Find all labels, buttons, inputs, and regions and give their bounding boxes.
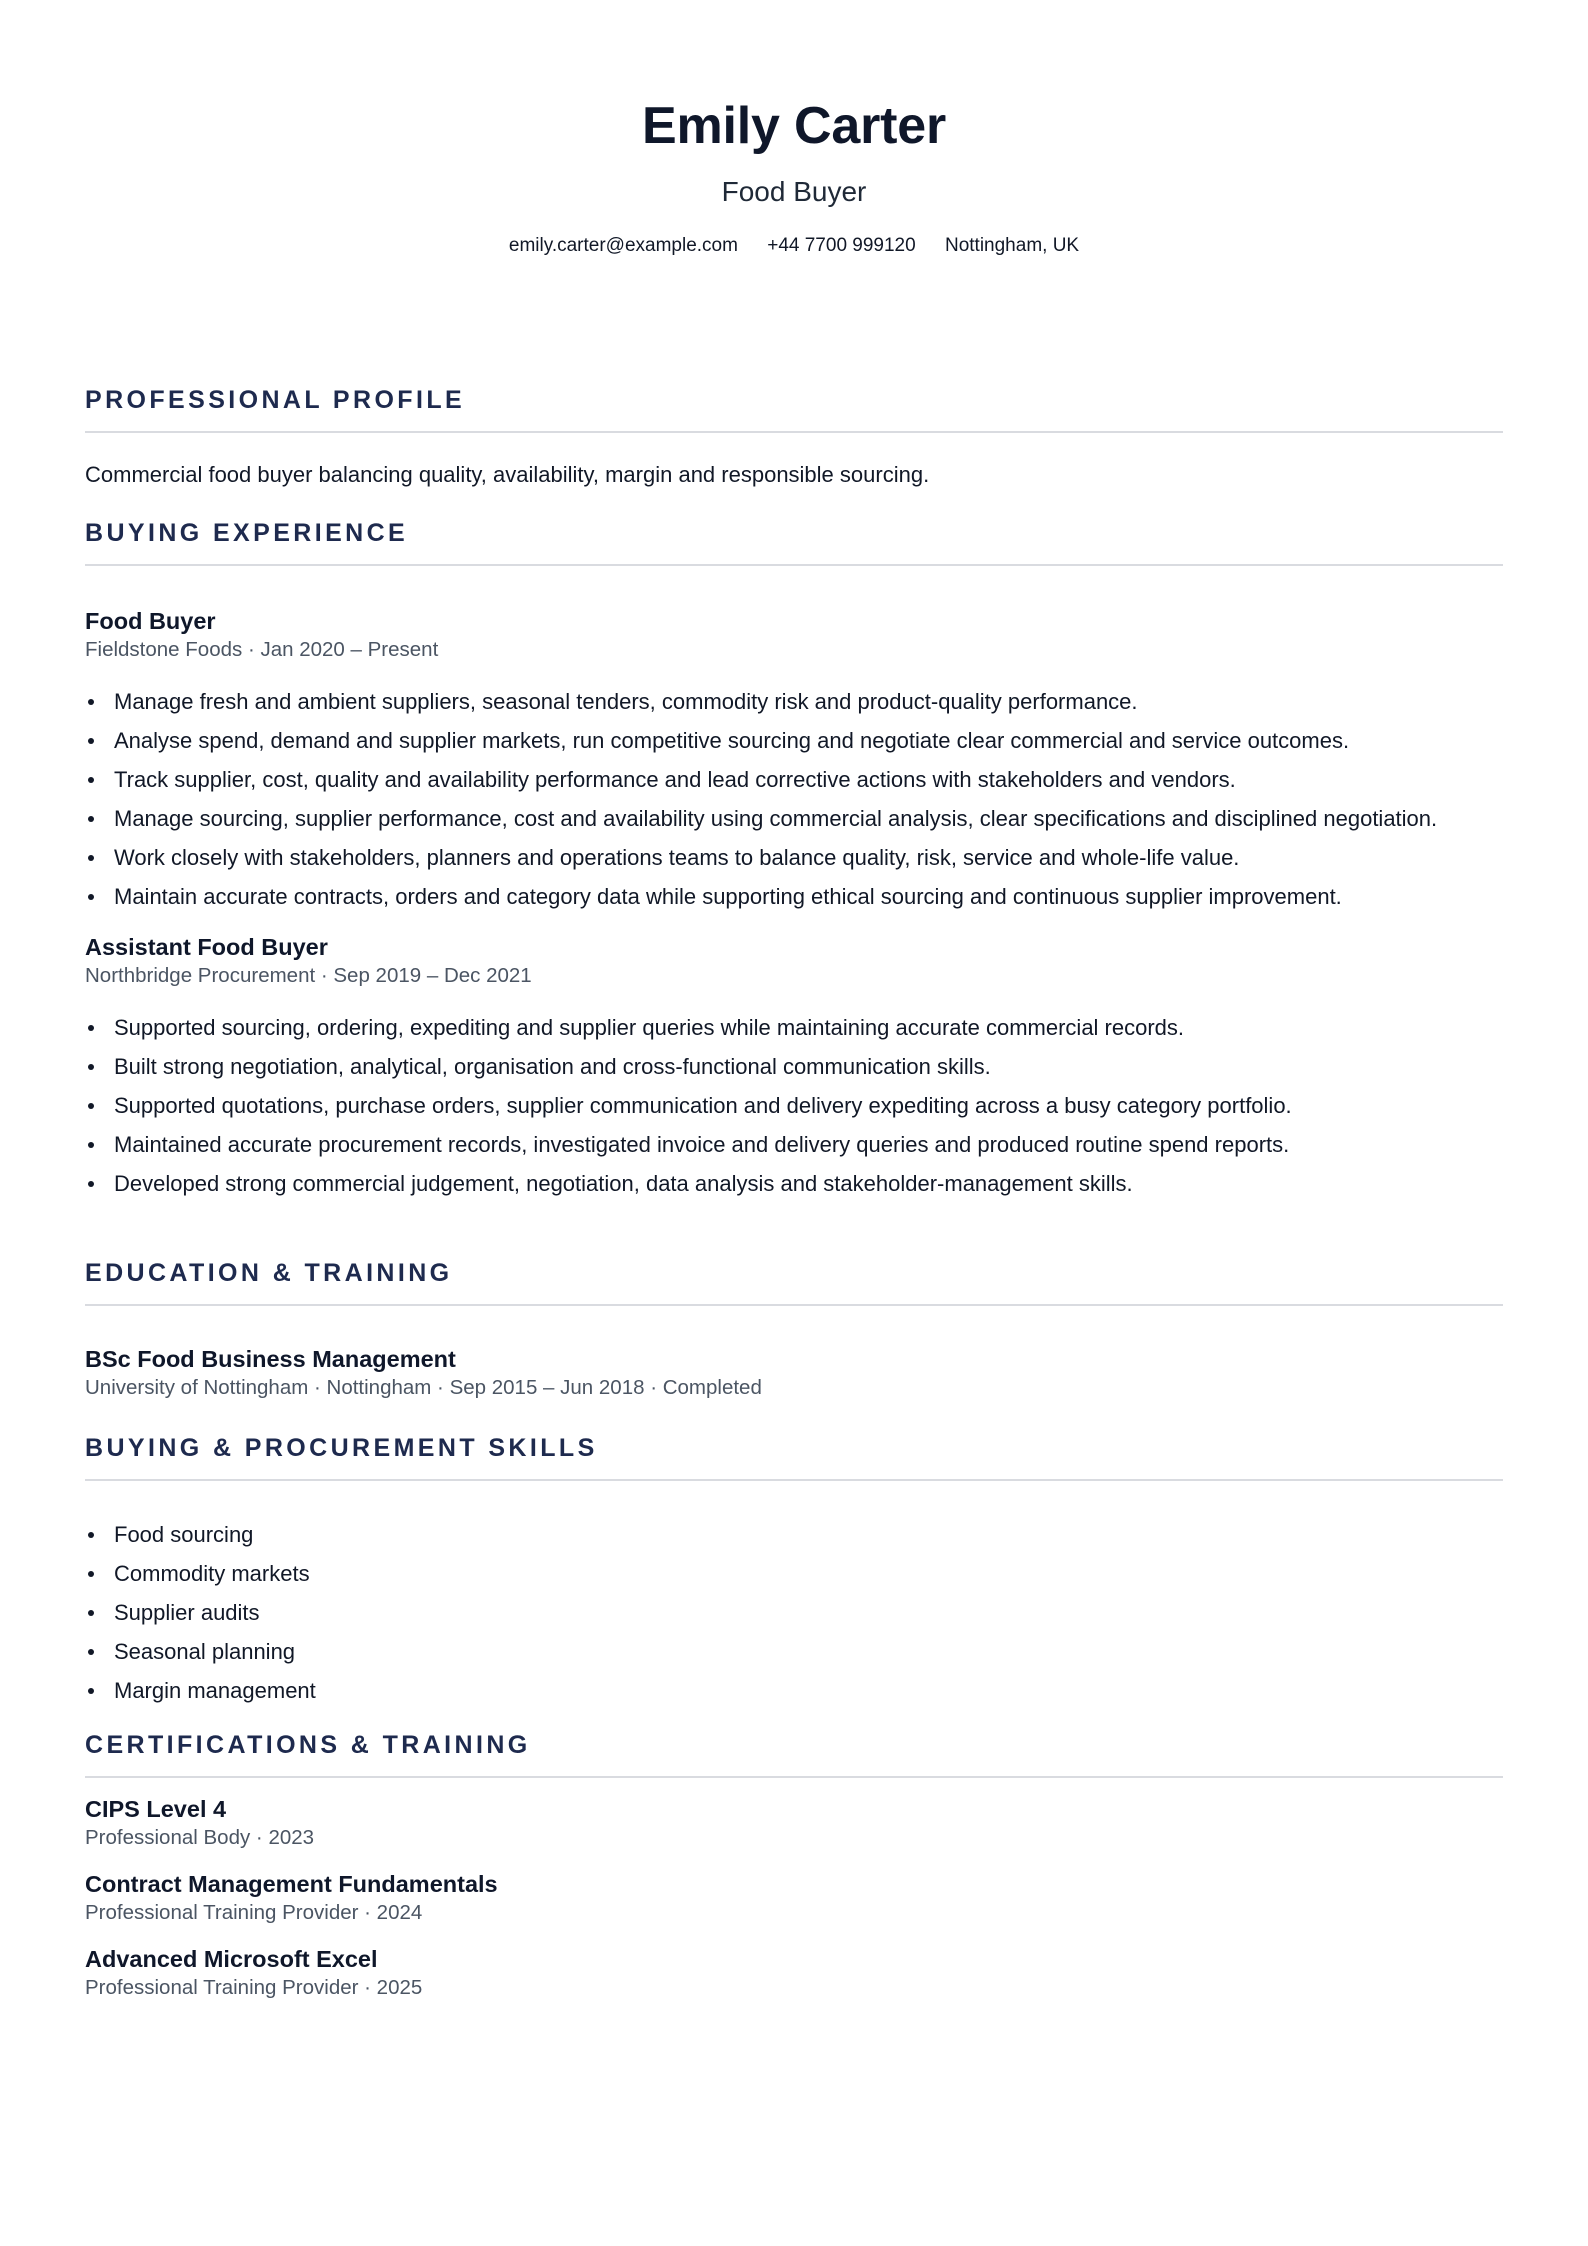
job-bullet: Analyse spend, demand and supplier markets, run competitive sourcing and negotiate clear commercial and service outcomes.: [114, 725, 1503, 756]
cert-meta: Professional Body · 2023: [85, 1826, 315, 1849]
section-title-experience: BUYING EXPERIENCE: [85, 516, 1503, 566]
skills-list: [85, 1519, 1503, 1706]
job-entry: [85, 606, 1503, 912]
cert-title: Contract Management Fundamentals: [85, 1871, 498, 1897]
contact-line: [85, 234, 1503, 258]
contact-email[interactable]: emily.carter@example.com: [508, 235, 738, 256]
education-entry: [85, 1344, 1503, 1402]
job-bullet: Supported sourcing, ordering, expediting and supplier queries while maintaining accurate commercial records.: [114, 1012, 1503, 1043]
job-bullets: [85, 686, 1503, 912]
education-title: BSc Food Business Management: [85, 1346, 456, 1372]
job-bullet: Built strong negotiation, analytical, organisation and cross-functional communication skills.: [114, 1051, 1503, 1082]
education-meta: University of Nottingham · Nottingham · Sep 2015 – Jun 2018 · Completed: [85, 1376, 762, 1399]
job-bullet: Maintain accurate contracts, orders and category data while supporting ethical sourcing and continuous supplier improvement.: [114, 881, 1503, 912]
candidate-name: Emily Carter: [642, 97, 946, 155]
job-bullets: [85, 1012, 1503, 1199]
section-title-skills: BUYING & PROCUREMENT SKILLS: [85, 1431, 1503, 1481]
cert-title: Advanced Microsoft Excel: [85, 1946, 378, 1972]
section-title-certifications: CERTIFICATIONS & TRAINING: [85, 1728, 1503, 1778]
job-bullet: Supported quotations, purchase orders, supplier communication and delivery expediting across a busy category portfolio.: [114, 1090, 1503, 1121]
resume-header: [85, 0, 1503, 258]
job-title: Food Buyer: [85, 608, 216, 634]
cert-title: CIPS Level 4: [85, 1796, 227, 1822]
job-bullet: Manage sourcing, supplier performance, cost and availability using commercial analysis, clear specifications and disciplined negotiation.: [114, 803, 1503, 834]
cert-meta: Professional Training Provider · 2024: [85, 1901, 423, 1924]
section-profile: [85, 383, 1503, 491]
section-certifications: [85, 1728, 1503, 2002]
job-bullet: Track supplier, cost, quality and availability performance and lead corrective actions with stakeholders and vendors.: [114, 764, 1503, 795]
skill-item: Seasonal planning: [114, 1636, 1503, 1667]
cert-entry: [85, 1944, 1503, 2002]
section-title-profile: PROFESSIONAL PROFILE: [85, 383, 1503, 433]
skill-item: Food sourcing: [114, 1519, 1503, 1550]
candidate-role: Food Buyer: [721, 176, 867, 207]
job-bullet: Work closely with stakeholders, planners and operations teams to balance quality, risk, service and whole-life value.: [114, 842, 1503, 873]
cert-entry: [85, 1869, 1503, 1927]
job-bullet: Manage fresh and ambient suppliers, seasonal tenders, commodity risk and product-quality performance.: [114, 686, 1503, 717]
job-entry: [85, 932, 1503, 1199]
contact-phone[interactable]: +44 7700 999120: [767, 235, 916, 256]
job-bullet: Developed strong commercial judgement, negotiation, data analysis and stakeholder-management skills.: [114, 1168, 1503, 1199]
skill-item: Margin management: [114, 1675, 1503, 1706]
job-bullet: Maintained accurate procurement records, investigated invoice and delivery queries and produced routine spend reports.: [114, 1129, 1503, 1160]
section-education: [85, 1256, 1503, 1402]
job-title: Assistant Food Buyer: [85, 934, 328, 960]
cert-entry: [85, 1794, 1503, 1852]
section-experience: [85, 516, 1503, 1207]
profile-summary: Commercial food buyer balancing quality, availability, margin and responsible sourcing.: [85, 462, 930, 487]
skill-item: Supplier audits: [114, 1597, 1503, 1628]
section-title-education: EDUCATION & TRAINING: [85, 1256, 1503, 1306]
contact-location: Nottingham, UK: [944, 235, 1080, 256]
job-meta: Fieldstone Foods · Jan 2020 – Present: [85, 638, 439, 661]
skill-item: Commodity markets: [114, 1558, 1503, 1589]
cert-meta: Professional Training Provider · 2025: [85, 1976, 423, 1999]
section-skills: [85, 1431, 1503, 1714]
job-meta: Northbridge Procurement · Sep 2019 – Dec 2021: [85, 964, 532, 987]
